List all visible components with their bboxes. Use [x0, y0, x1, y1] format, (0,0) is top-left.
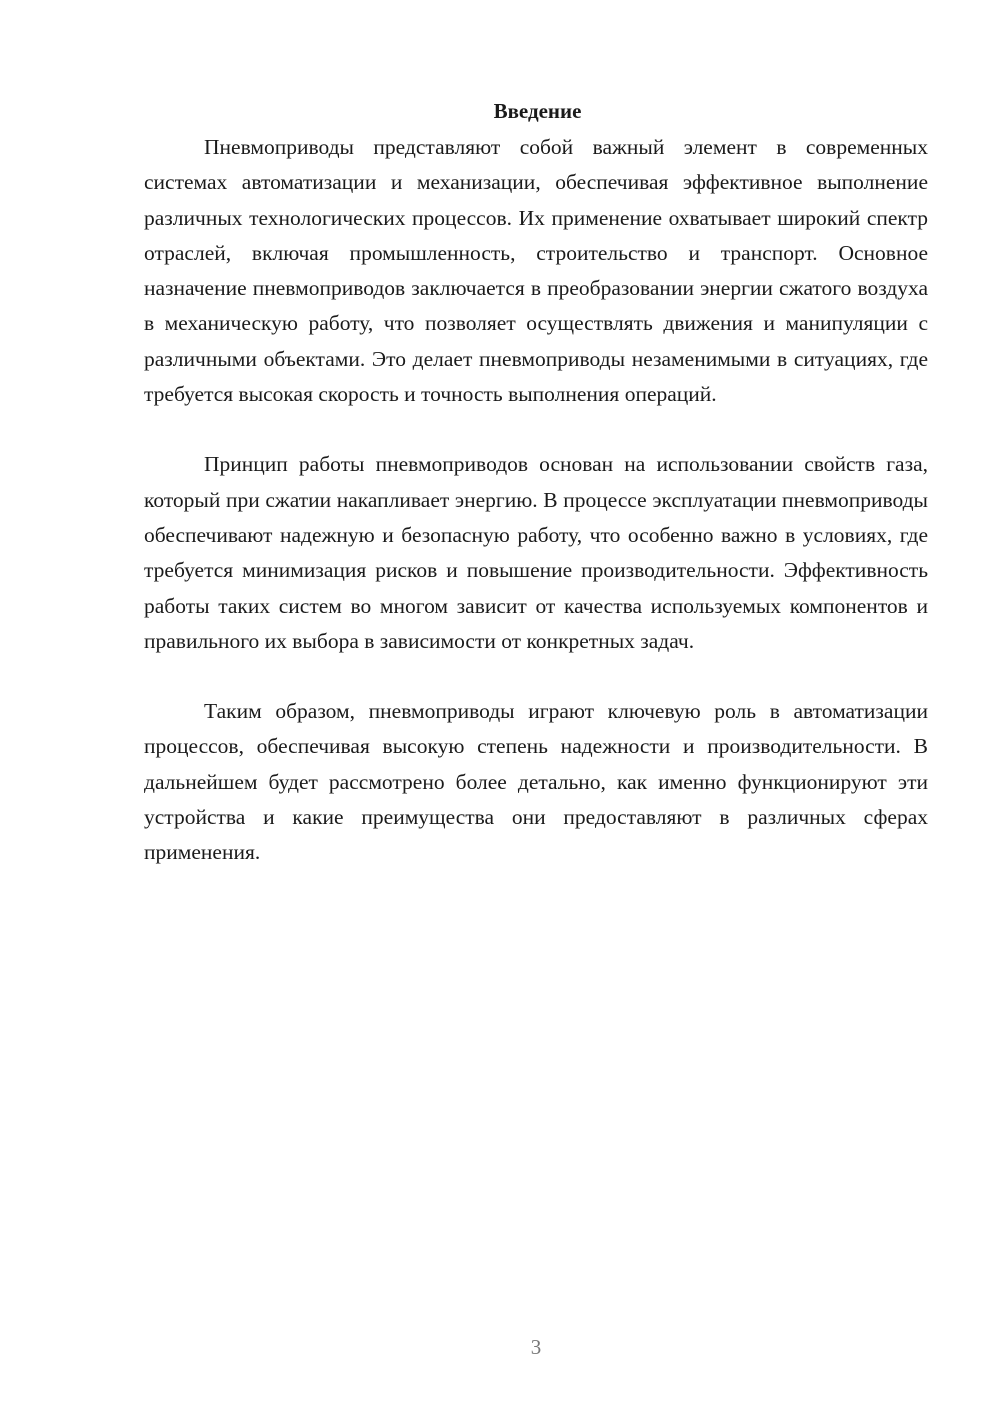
paragraph-intro: Пневмоприводы представляют собой важный элемент в современных системах автоматизации и механизации, обеспечивая эффективное выполнение различных технологических процессов. Их применение охватывает широкий спектр отраслей, включая промышленность, строительство и транспорт. Основное назначение пневмоприводов заключается в преобразовании энергии сжатого воздуха в механическую работу, что позволяет осуществлять движения и манипуляции с различными объектами. Это делает пневмоприводы незаменимыми в ситуациях, где требуется высокая скорость и точность выполнения операций. [144, 135, 928, 407]
section-title: Введение [493, 99, 582, 123]
paragraph-conclusion: Таким образом, пневмоприводы играют ключевую роль в автоматизации процессов, обеспечивая высокую степень надежности и производительности. В дальнейшем будет рассмотрено более детально, как именно функционируют эти устройства и какие преимущества они предоставляют в различных сферах применения. [144, 699, 928, 865]
paragraph-principle: Принцип работы пневмоприводов основан на использовании свойств газа, который при сжатии накапливает энергию. В процессе эксплуатации пневмоприводы обеспечивают надежную и безопасную работу, что особенно важно в условиях, где требуется минимизация рисков и повышение производительности. Эффективность работы таких систем во многом зависит от качества используемых компонентов и правильного их выбора в зависимости от конкретных задач. [144, 452, 928, 653]
page-content [144, 94, 928, 871]
page-number: 3 [530, 1335, 542, 1359]
